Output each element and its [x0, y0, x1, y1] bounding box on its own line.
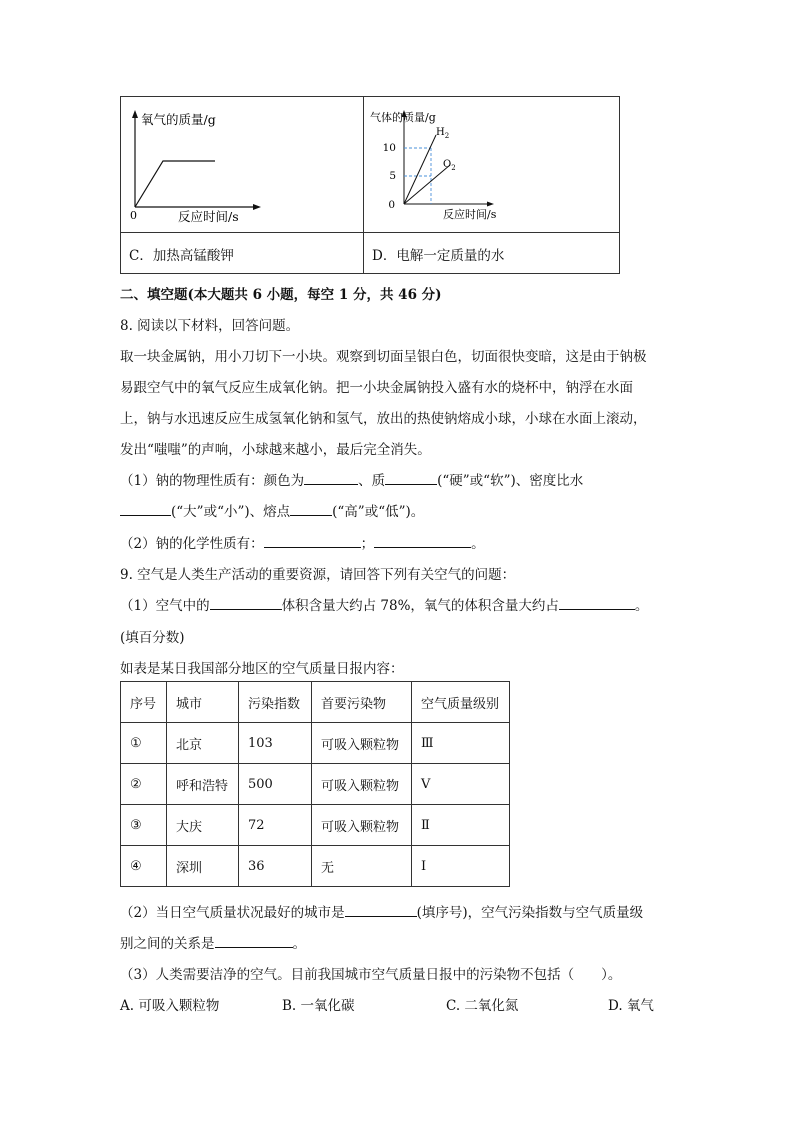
answer-blank[interactable]	[374, 535, 471, 548]
answer-blank[interactable]	[120, 503, 171, 516]
table-header-row	[121, 682, 510, 723]
table-cell: 呼和浩特	[167, 764, 239, 805]
table-cell: 72	[239, 805, 312, 846]
text-segment: (“高”或“低”)。	[332, 504, 425, 520]
text-segment: （2）当日空气质量状况最好的城市是	[120, 905, 345, 921]
question-8-part-2	[120, 532, 485, 552]
table-cell: Ⅲ	[412, 723, 510, 764]
table-divider	[121, 232, 619, 233]
origin-label: 0	[130, 209, 137, 222]
text-segment: 别之间的关系是	[120, 936, 215, 952]
header-cell: 城市	[167, 682, 239, 723]
question-9-part-1	[120, 594, 648, 614]
table-cell: Ⅴ	[412, 764, 510, 805]
text-segment: 。	[634, 598, 649, 614]
header-cell: 空气质量级别	[412, 682, 510, 723]
text-segment: 。	[292, 936, 306, 952]
table-cell: 36	[239, 846, 312, 887]
y-axis-arrow	[132, 110, 138, 118]
text-segment: (“大”或“小”)、熔点	[171, 504, 291, 520]
y-axis-label: 氧气的质量/g	[141, 112, 216, 127]
table-cell: 103	[239, 723, 312, 764]
o2-series-line	[404, 165, 450, 204]
passage-line: 发出“嗤嗤”的声响，小球越来越小，最后完全消失。	[120, 442, 431, 458]
x-axis-arrow	[253, 204, 261, 210]
table-cell: Ⅱ	[412, 805, 510, 846]
table-row	[121, 846, 510, 887]
table-cell: 深圳	[167, 846, 239, 887]
question-8-part-1-cont	[120, 500, 424, 520]
choice-c[interactable]: C. 二氧化氮	[446, 998, 519, 1014]
series-line	[135, 161, 215, 207]
answer-blank[interactable]	[215, 935, 293, 948]
oxygen-mass-chart	[121, 97, 363, 232]
section-heading: 二、填空题(本大题共 6 小题，每空 1 分，共 46 分)	[120, 287, 442, 303]
text-segment: 、质	[358, 473, 386, 489]
answer-blank[interactable]	[290, 503, 332, 516]
table-cell: 500	[239, 764, 312, 805]
x-axis-arrow	[487, 202, 494, 207]
question-9-part-2	[120, 901, 643, 921]
header-cell: 污染指数	[239, 682, 312, 723]
y-tick-label: 5	[389, 170, 396, 182]
passage-line: 易跟空气中的氧气反应生成氧化钠。把一小块金属钠投入盛有水的烧杯中，钠浮在水面	[120, 380, 633, 396]
table-row	[121, 805, 510, 846]
chart-options-table	[120, 96, 620, 274]
option-c-label: C．加热高锰酸钾	[129, 248, 234, 264]
answer-blank[interactable]	[304, 472, 358, 485]
choice-a[interactable]: A. 可吸入颗粒物	[120, 998, 220, 1014]
text-segment: （2）钠的化学性质有：	[120, 536, 264, 552]
answer-blank[interactable]	[559, 597, 635, 610]
passage-line: 取一块金属钠，用小刀切下一小块。观察到切面呈银白色，切面很快变暗，这是由于钠极	[120, 349, 647, 365]
x-axis-label: 反应时间/s	[178, 209, 239, 224]
text-segment: (填序号)，空气污染指数与空气质量级	[416, 905, 644, 921]
answer-blank[interactable]	[385, 472, 437, 485]
table-cell: ④	[121, 846, 167, 887]
table-row	[121, 764, 510, 805]
choice-d[interactable]: D. 氧气	[608, 998, 654, 1014]
table-cell: 可吸入颗粒物	[312, 764, 412, 805]
answer-blank[interactable]	[264, 535, 361, 548]
h2-series-label: $H_2$	[436, 127, 450, 140]
text-segment: （1）空气中的	[120, 598, 210, 614]
table-cell: ②	[121, 764, 167, 805]
question-9-part-2-cont	[120, 932, 306, 952]
table-cell: 北京	[167, 723, 239, 764]
table-cell: 可吸入颗粒物	[312, 805, 412, 846]
text-segment: （1）钠的物理性质有：颜色为	[120, 473, 305, 489]
question-8-part-1	[120, 469, 583, 489]
text-segment: 。	[471, 536, 485, 552]
text-segment: (“硬”或“软”)、密度比水	[437, 473, 584, 489]
fill-percent-note: (填百分数)	[120, 630, 185, 646]
y-axis-label: 气体的质量/g	[370, 111, 436, 124]
gas-mass-chart	[364, 97, 619, 232]
y-tick-label: 10	[382, 142, 396, 154]
question-8-title: 8. 阅读以下材料，回答问题。	[120, 318, 300, 334]
table-cell: ①	[121, 723, 167, 764]
table-cell: Ⅰ	[412, 846, 510, 887]
text-segment: 体积含量大约占 78%，氧气的体积含量大约占	[281, 598, 559, 614]
table-row	[121, 723, 510, 764]
header-cell: 序号	[121, 682, 167, 723]
question-9-part-3: （3）人类需要洁净的空气。目前我国城市空气质量日报中的污染物不包括（ ）。	[120, 967, 622, 983]
answer-blank[interactable]	[210, 597, 282, 610]
option-d-label: D．电解一定质量的水	[372, 248, 505, 264]
table-cell: 大庆	[167, 805, 239, 846]
header-cell: 首要污染物	[312, 682, 412, 723]
table-cell: 无	[312, 846, 412, 887]
choice-b[interactable]: B. 一氧化碳	[282, 998, 355, 1014]
passage-line: 上，钠与水迅速反应生成氢氧化钠和氢气，放出的热使钠熔成小球，小球在水面上滚动，	[120, 411, 647, 427]
x-axis-label: 反应时间/s	[443, 208, 497, 221]
o2-series-label: $O_2$	[443, 159, 456, 172]
origin-label: 0	[388, 199, 395, 211]
air-quality-table	[120, 681, 510, 887]
table-cell: ③	[121, 805, 167, 846]
table-intro: 如表是某日我国部分地区的空气质量日报内容：	[120, 661, 404, 677]
question-9-title: 9. 空气是人类生产活动的重要资源，请回答下列有关空气的问题：	[120, 567, 516, 583]
table-cell: 可吸入颗粒物	[312, 723, 412, 764]
answer-blank[interactable]	[345, 904, 417, 917]
text-segment: ；	[360, 536, 375, 552]
